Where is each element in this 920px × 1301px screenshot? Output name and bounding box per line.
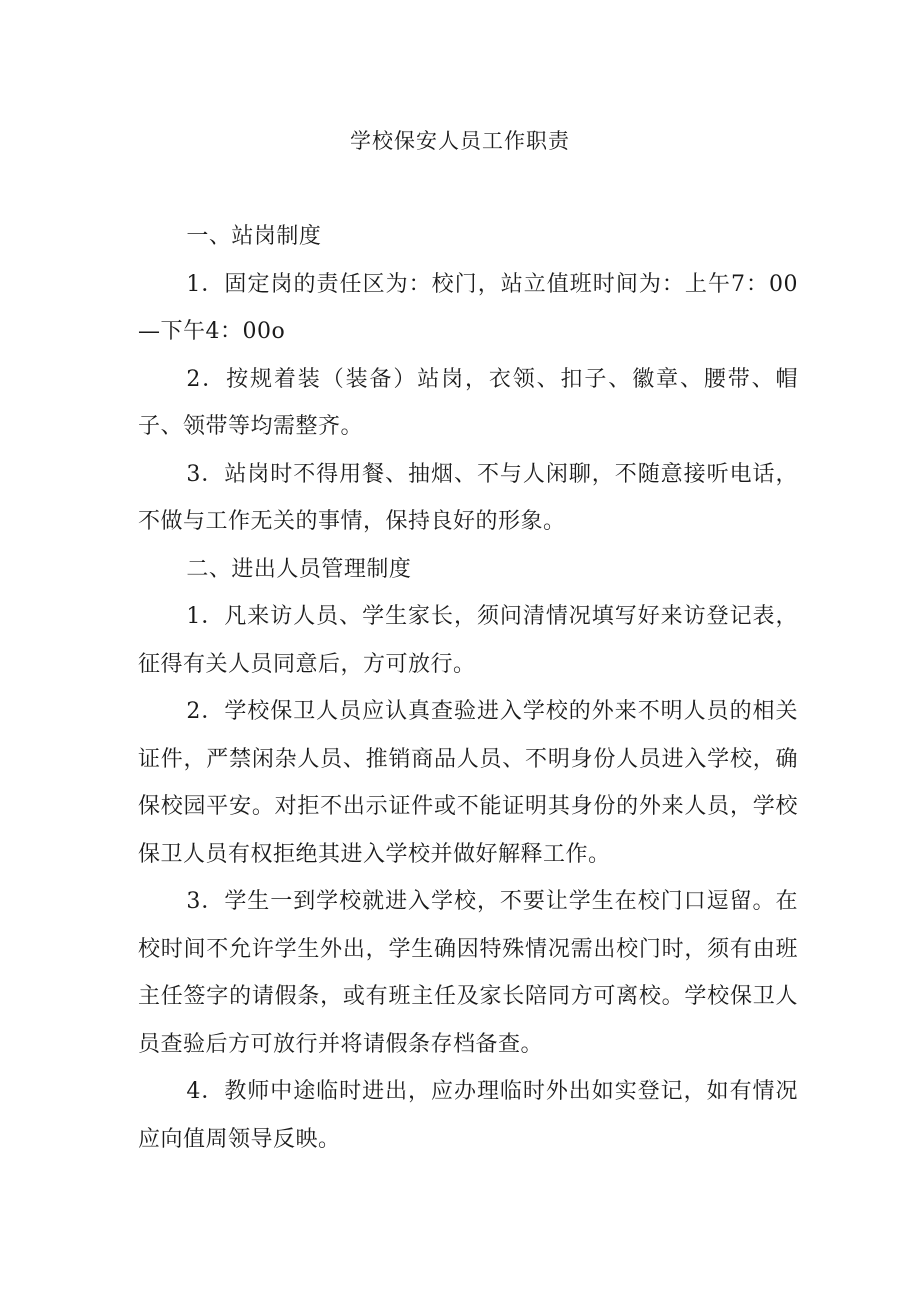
paragraph: 2．按规着装（装备）站岗，衣领、扣子、徽章、腰带、帽子、领带等均需整齐。: [138, 366, 798, 439]
paragraph: 1．凡来访人员、学生家长，须问清情况填写好来访登记表，征得有关人员同意后，方可放行。: [138, 604, 798, 677]
paragraph: 4．教师中途临时进出，应办理临时外出如实登记，如有情况应向值周领导反映。: [138, 1079, 798, 1152]
paragraph: 2．学校保卫人员应认真查验进入学校的外来不明人员的相关证件，严禁闲杂人员、推销商品人员、不明身份人员进入学校，确保校园平安。对拒不出示证件或不能证明其身份的外来人员，学校保卫人员有权拒绝其进入学校并做好解释工作。: [138, 699, 798, 867]
section-heading-duty-post: 一、站岗制度: [186, 224, 322, 249]
paragraph: 3．学生一到学校就进入学校，不要让学生在校门口逗留。在校时间不允许学生外出，学生确因特殊情况需出校门时，须有由班主任签字的请假条，或有班主任及家长陪同方可离校。学校保卫人员查验后方可放行并将请假条存档备查。: [138, 889, 798, 1057]
paragraph: 1．固定岗的责任区为：校门，站立值班时间为：上午7：00—下午4：00o: [138, 271, 798, 344]
document-title: 学校保安人员工作职责: [350, 129, 570, 153]
document-body: [138, 213, 798, 1163]
section-heading-entry-exit: 二、进出人员管理制度: [186, 556, 412, 582]
paragraph: 3．站岗时不得用餐、抽烟、不与人闲聊，不随意接听电话，不做与工作无关的事情，保持良好的形象。: [138, 461, 798, 534]
